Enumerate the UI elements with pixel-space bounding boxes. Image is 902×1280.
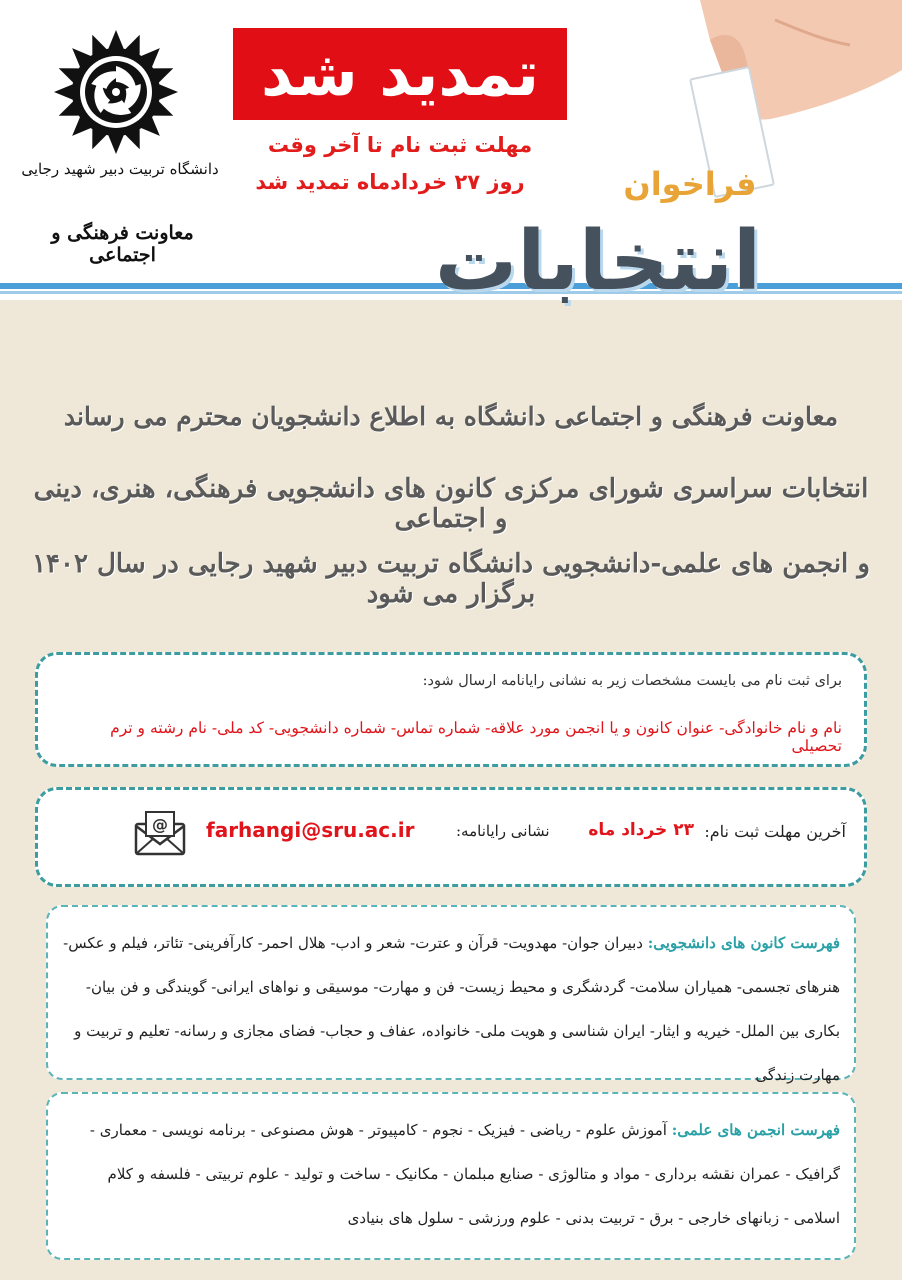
extended-deadline-line1: مهلت ثبت نام تا آخر وقت: [267, 133, 533, 157]
clubs-items: دبیران جوان- مهدویت- قرآن و عترت- شعر و ادب- هلال احمر- کارآفرینی- تئاتر، فیلم و عکس- هنرهای تجسمی- همیاران سلامت- گردشگری و محیط زیست- فن و مهارت- موسیقی و نواهای ایرانی- گویندگی و فن بیان- بکاری بین الملل- خیریه و ایثار- ایران شناسی و هویت ملی- خانواده، عفاف و حجاب- فضای مجازی و رسانه- تعلیم و تربیت و مهارت زندگی: [63, 934, 840, 1084]
announcement-line2: انتخابات سراسری شورای مرکزی کانون های دانشجویی فرهنگی، هنری، دینی و اجتماعی: [33, 474, 869, 534]
call-word: فراخوان: [623, 165, 757, 203]
extended-banner: تمدید شد: [233, 28, 567, 120]
clubs-list-box: [46, 905, 856, 1084]
email-address[interactable]: farhangi@sru.ac.ir: [206, 818, 415, 842]
deadline-value: ۲۳ خرداد ماه: [588, 820, 694, 840]
contact-box: [35, 787, 867, 887]
societies-title: فهرست انجمن های علمی:: [671, 1121, 840, 1139]
announcement-line1: معاونت فرهنگی و اجتماعی دانشگاه به اطلاع دانشجویان محترم می رساند: [63, 402, 839, 431]
header: [0, 0, 902, 309]
registration-intro: برای ثبت نام می بایست مشخصات زیر به نشانی رایانامه ارسال شود:: [422, 673, 842, 689]
email-label: نشانی رایانامه:: [456, 822, 550, 840]
vice-presidency-name: معاونت فرهنگی و اجتماعی: [51, 222, 194, 266]
registration-requirements-box: [35, 652, 867, 767]
deadline-label: آخرین مهلت ثبت نام:: [704, 822, 846, 841]
registration-required-fields: نام و نام خانوادگی- عنوان کانون و یا انجمن مورد علاقه- شماره تماس- شماره دانشجویی- کد ملی- نام رشته و ترم تحصیلی: [110, 719, 842, 755]
elections-title: انتخابات: [434, 214, 762, 309]
university-name: دانشگاه تربیت دبیر شهید رجایی: [21, 160, 219, 178]
clubs-list: [62, 921, 840, 1097]
envelope-at-icon: [134, 810, 186, 856]
clubs-title: فهرست کانون های دانشجویی:: [647, 934, 840, 952]
societies-items: آموزش علوم - ریاضی - فیزیک - نجوم - کامپیوتر - هوش مصنوعی - برنامه نویسی - معماری - گرافیک - عمران نقشه برداری - مواد و متالوژی - صنایع مبلمان - مکانیک - ساخت و تولید - علوم تربیتی - فلسفه و کلام اسلامی - زبانهای خارجی - برق - تربیت بدنی - علوم ورزشی - سلول های بنیادی: [89, 1121, 840, 1227]
announcement-line3: و انجمن های علمی-دانشجویی دانشگاه تربیت دبیر شهید رجایی در سال ۱۴۰۲ برگزار می شود: [32, 549, 870, 609]
societies-list-box: [46, 1092, 856, 1260]
extended-deadline-line2: روز ۲۷ خردادماه تمدید شد: [255, 170, 525, 194]
societies-list: [62, 1108, 840, 1240]
university-logo: [52, 28, 180, 156]
svg-text:@: @: [152, 815, 168, 834]
